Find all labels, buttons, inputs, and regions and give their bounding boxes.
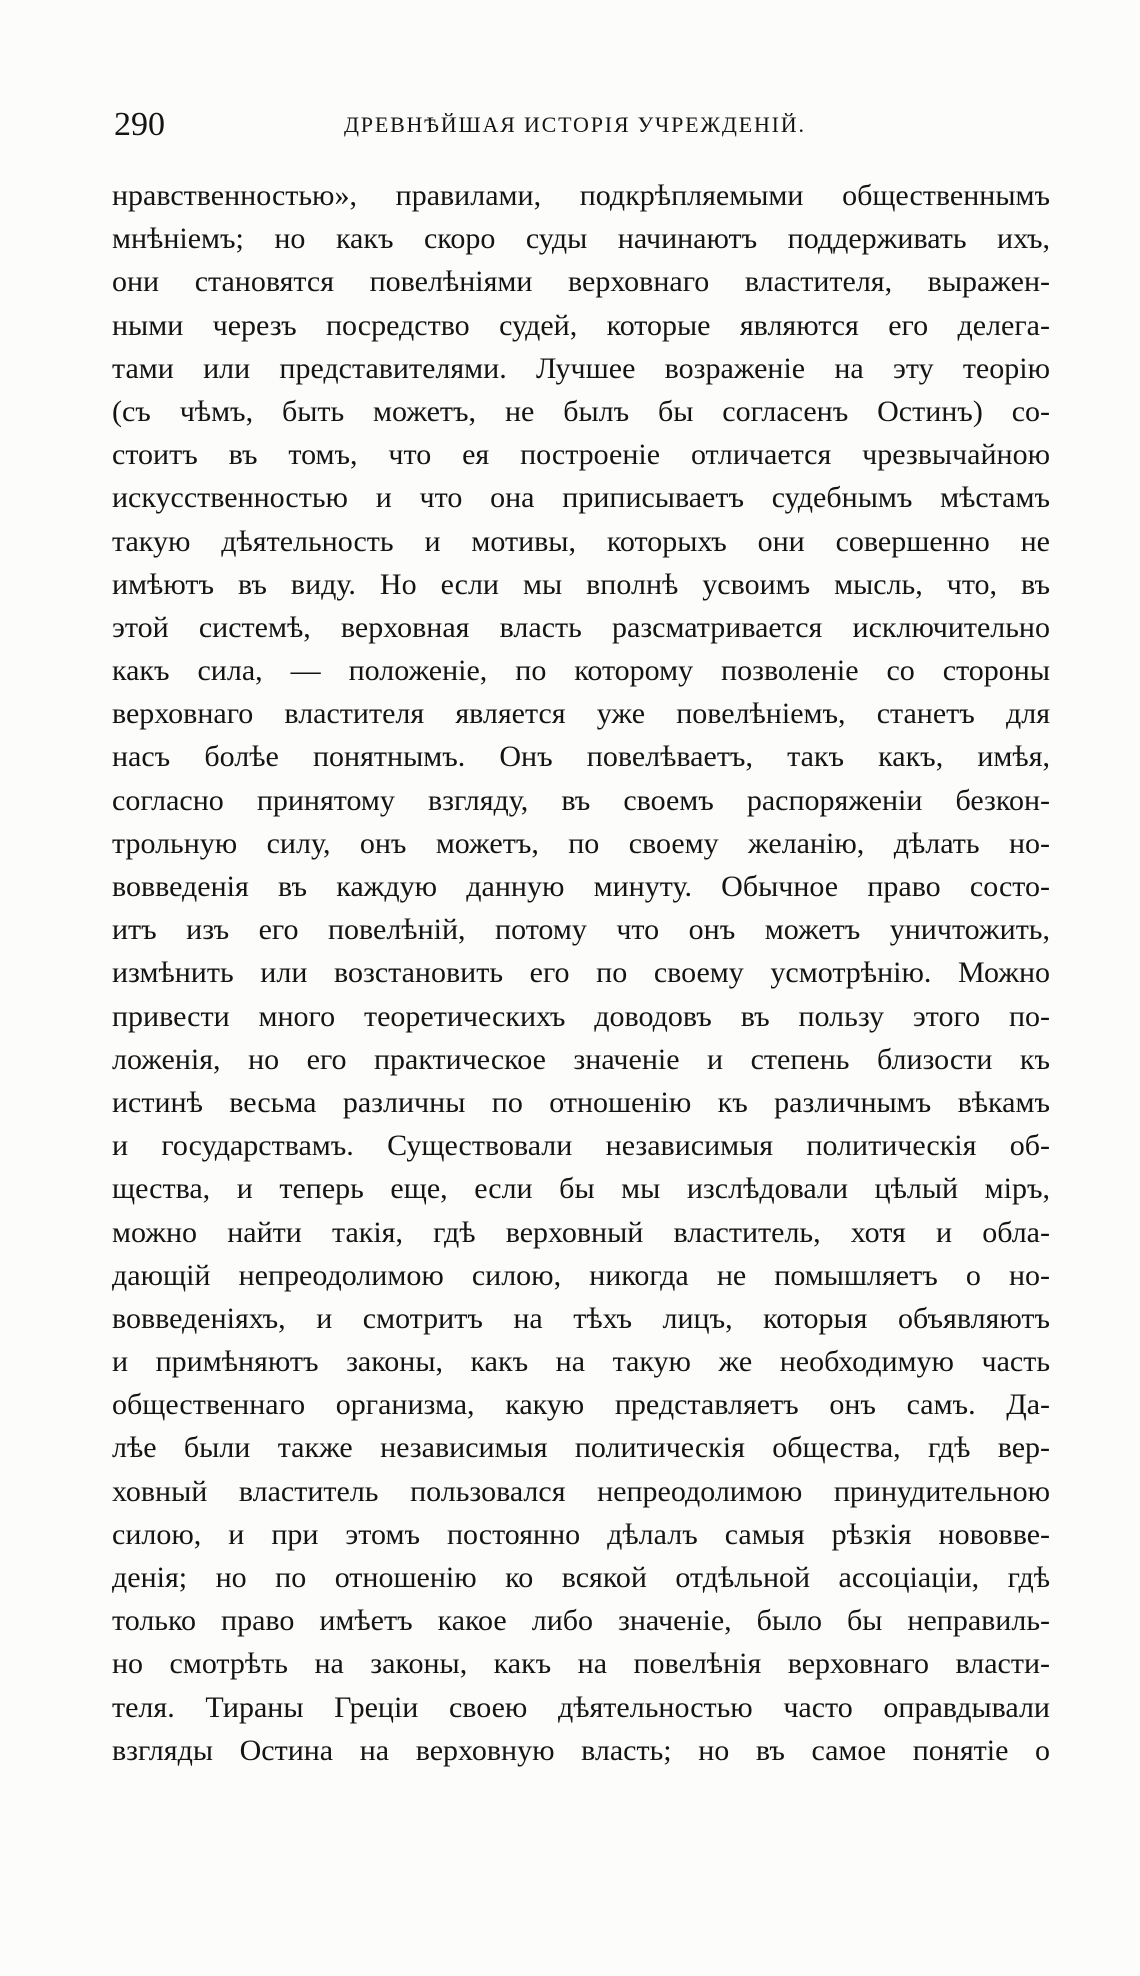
body-text (112, 174, 1050, 1772)
text-line: и государствамъ. Существовали независимыя политическія об- (112, 1129, 1050, 1163)
text-line: истинѣ весьма различны по отношенію къ различнымъ вѣкамъ (112, 1085, 1050, 1119)
text-line: дающій непреодолимою силою, никогда не помышляетъ о но- (112, 1258, 1050, 1292)
text-line: насъ болѣе понятнымъ. Онъ повелѣваетъ, такъ какъ, имѣя, (112, 740, 1050, 774)
text-line: искусственностью и что она приписываетъ судебнымъ мѣстамъ (112, 481, 1050, 515)
text-line: вовведеніяхъ, и смотритъ на тѣхъ лицъ, которыя объявляютъ (112, 1301, 1050, 1335)
text-line: только право имѣетъ какое либо значеніе, было бы неправиль- (112, 1604, 1050, 1638)
text-line: денія; но по отношенію ко всякой отдѣльной ассоціаціи, гдѣ (112, 1561, 1050, 1594)
text-line: и примѣняютъ законы, какъ на такую же необходимую часть (112, 1345, 1050, 1379)
text-line: трольную силу, онъ можетъ, по своему желанію, дѣлать но- (112, 826, 1050, 860)
text-line: нравственностью», правилами, подкрѣпляемыми общественнымъ (112, 179, 1050, 212)
text-line: привести много теоретическихъ доводовъ въ пользу этого по- (112, 999, 1050, 1033)
text-line: измѣнить или возстановить его по своему усмотрѣнію. Можно (112, 956, 1050, 990)
text-line: ложенія, но его практическое значеніе и степень близости къ (112, 1042, 1050, 1076)
text-line: лѣе были также независимыя политическія общества, гдѣ вер- (112, 1431, 1050, 1465)
text-line: тами или представителями. Лучшее возраженіе на эту теорію (112, 351, 1050, 385)
text-line: теля. Тираны Греціи своею дѣятельностью часто оправдывали (112, 1690, 1050, 1724)
running-head: ДРЕВНѢЙШАЯ ИСТОРІЯ УЧРЕЖДЕНІЙ. (344, 112, 806, 137)
text-line: они становятся повелѣніями верховнаго властителя, выражен- (112, 265, 1050, 299)
text-line: какъ сила, — положеніе, по которому позволеніе со стороны (112, 654, 1050, 688)
text-line: согласно принятому взгляду, въ своемъ распоряженіи безкон- (112, 783, 1050, 817)
text-line: стоитъ въ томъ, что ея построеніе отличается чрезвычайною (112, 438, 1050, 472)
text-line: такую дѣятельность и мотивы, которыхъ они совершенно не (112, 524, 1050, 558)
text-line: можно найти такія, гдѣ верховный властитель, хотя и обла- (112, 1215, 1050, 1249)
text-line: вовведенія въ каждую данную минуту. Обычное право состо- (112, 870, 1050, 903)
text-line: верховнаго властителя является уже повелѣніемъ, станетъ для (112, 697, 1050, 731)
text-line: ными черезъ посредство судей, которые являются его делега- (112, 308, 1050, 342)
text-line: имѣютъ въ виду. Но если мы вполнѣ усвоимъ мысль, что, въ (112, 567, 1050, 601)
text-line: но смотрѣть на законы, какъ на повелѣнія верховнаго власти- (112, 1647, 1050, 1681)
text-line: (съ чѣмъ, быть можетъ, не былъ бы согласенъ Остинъ) со- (112, 394, 1050, 428)
text-line: ховный властитель пользовался непреодолимою принудительною (112, 1474, 1050, 1508)
text-line: общественнаго организма, какую представляетъ онъ самъ. Да- (112, 1388, 1050, 1422)
text-line: итъ изъ его повелѣній, потому что онъ можетъ уничтожить, (112, 913, 1050, 947)
text-line: взгляды Остина на верховную власть; но въ самое понятіе о (112, 1733, 1050, 1767)
text-line: силою, и при этомъ постоянно дѣлалъ самыя рѣзкія нововве- (112, 1517, 1050, 1551)
page-number: 290 (114, 106, 165, 143)
text-line: мнѣніемъ; но какъ скоро суды начинаютъ поддерживать ихъ, (112, 222, 1050, 256)
text-line: этой системѣ, верховная власть разсматривается исключительно (112, 610, 1050, 644)
text-line: щества, и теперь еще, если бы мы изслѣдовали цѣлый міръ, (112, 1172, 1050, 1206)
